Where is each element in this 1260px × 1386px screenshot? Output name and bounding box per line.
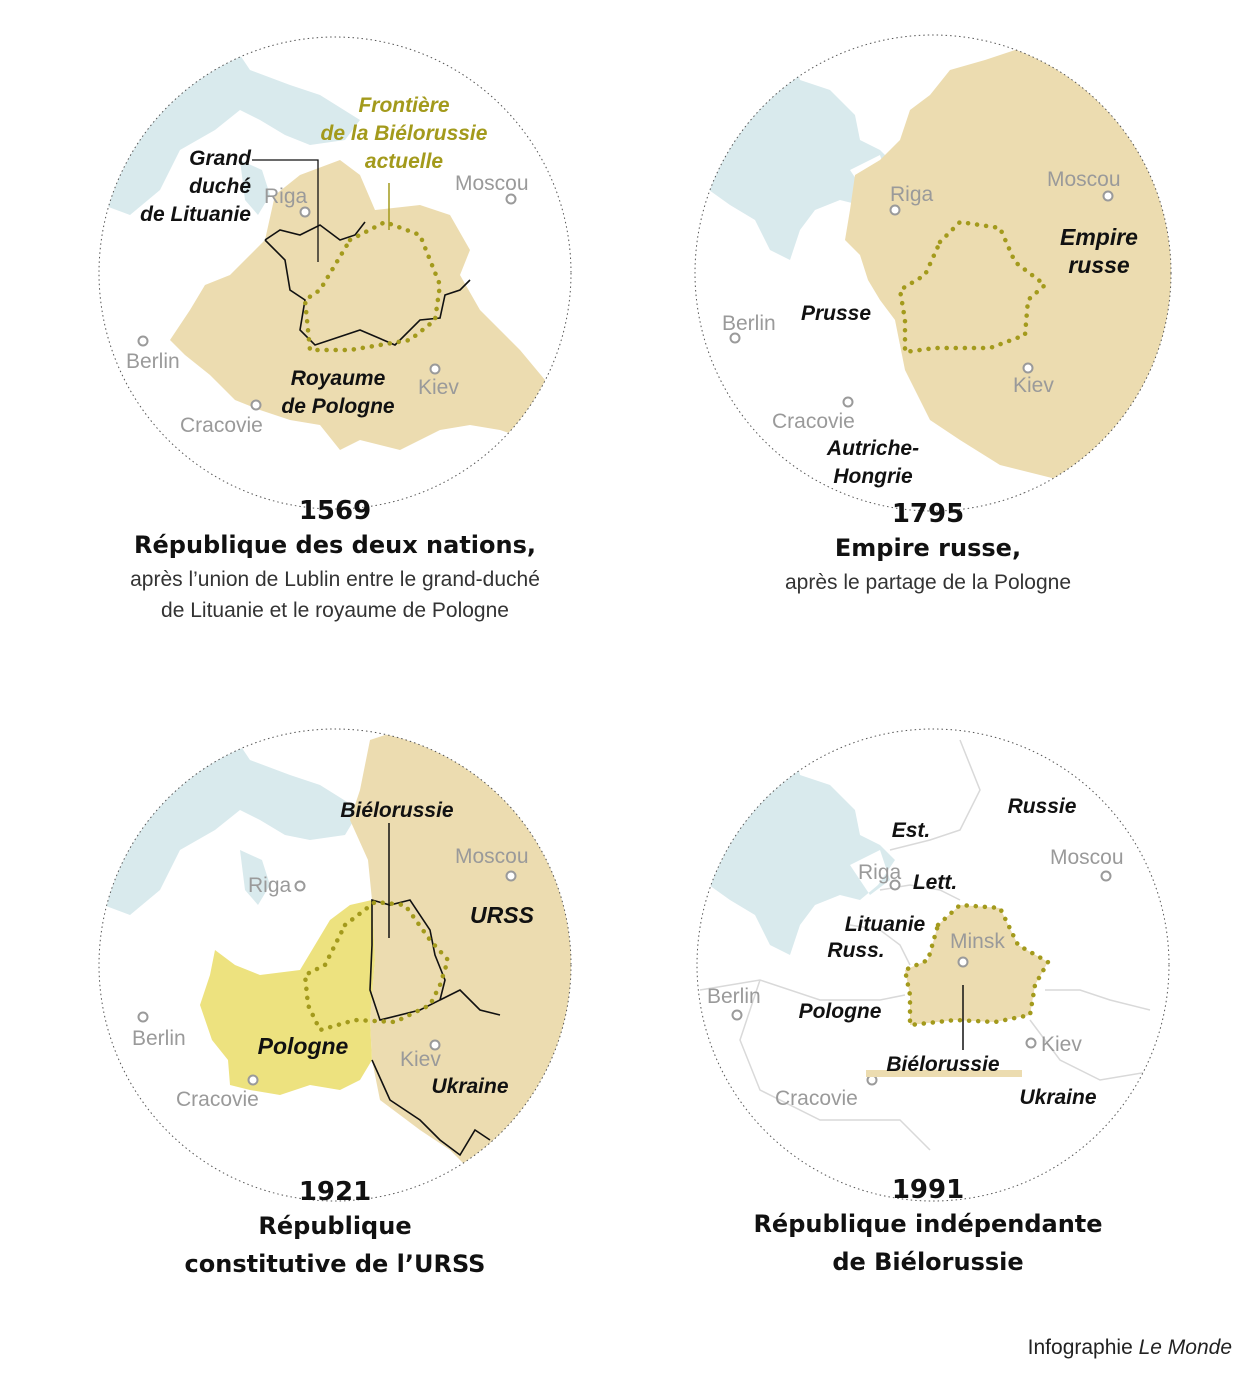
city-cracovie-1795: Cracovie bbox=[772, 410, 855, 433]
city-cracovie-1921: Cracovie bbox=[176, 1088, 259, 1111]
moscou-dot-1795 bbox=[1104, 192, 1113, 201]
year-1795: 1795 bbox=[891, 499, 965, 529]
cracovie-dot-1569 bbox=[252, 401, 261, 410]
title-1921-line2: constitutive de l’URSS bbox=[184, 1250, 486, 1278]
city-berlin-1991: Berlin bbox=[707, 985, 761, 1008]
berlin-dot-1921 bbox=[139, 1013, 148, 1022]
label-autriche-1: Autriche- bbox=[826, 437, 920, 460]
label-grand-duche-2: duché bbox=[189, 175, 251, 198]
city-riga-1569: Riga bbox=[264, 185, 308, 208]
subtitle-1795-line1: après le partage de la Pologne bbox=[784, 571, 1072, 594]
label-empire-1: Empire bbox=[1060, 224, 1138, 250]
label-grand-duche-1: Grand bbox=[189, 147, 251, 170]
label-royaume-1: Royaume bbox=[290, 367, 386, 390]
kiev-dot-1991 bbox=[1027, 1039, 1036, 1048]
city-berlin-1569: Berlin bbox=[126, 350, 180, 373]
year-1991: 1991 bbox=[891, 1175, 965, 1205]
map-1921 bbox=[90, 720, 600, 1210]
map-1569 bbox=[90, 30, 590, 520]
label-pologne-1991: Pologne bbox=[798, 1000, 882, 1023]
city-riga-1921: Riga bbox=[248, 874, 292, 897]
map-1991 bbox=[690, 720, 1190, 1210]
label-frontiere-1: Frontière bbox=[358, 94, 450, 117]
kiev-dot-1795 bbox=[1024, 364, 1033, 373]
label-lett: Lett. bbox=[912, 871, 958, 894]
moscou-dot-1921 bbox=[507, 872, 516, 881]
label-russ: Russ. bbox=[827, 939, 885, 962]
cracovie-dot-1921 bbox=[249, 1076, 258, 1085]
year-1921: 1921 bbox=[298, 1177, 372, 1207]
caption-1991 bbox=[640, 1175, 1216, 1281]
city-kiev-1921: Kiev bbox=[400, 1048, 441, 1071]
riga-dot-1569 bbox=[301, 208, 310, 217]
label-ukraine-1991: Ukraine bbox=[1019, 1086, 1097, 1109]
city-minsk-1991: Minsk bbox=[950, 930, 1005, 953]
credit-source: Le Monde bbox=[1138, 1336, 1232, 1359]
label-lituanie: Lituanie bbox=[844, 913, 926, 936]
kiev-dot-1569 bbox=[431, 365, 440, 374]
label-frontiere-3: actuelle bbox=[364, 150, 444, 173]
label-empire-2: russe bbox=[1068, 252, 1130, 278]
map-1795 bbox=[690, 30, 1200, 520]
city-riga-1795: Riga bbox=[890, 183, 934, 206]
minsk-dot-1991 bbox=[959, 958, 968, 967]
credit bbox=[1028, 1336, 1232, 1360]
subtitle-1569-line1: après l’union de Lublin entre le grand-duché bbox=[130, 568, 540, 591]
caption-1569 bbox=[40, 496, 630, 626]
label-ukraine-1921: Ukraine bbox=[431, 1075, 509, 1098]
city-berlin-1921: Berlin bbox=[132, 1027, 186, 1050]
riga-dot-1921 bbox=[296, 882, 305, 891]
label-urss: URSS bbox=[470, 902, 534, 928]
moscou-dot-1991 bbox=[1102, 872, 1111, 881]
city-moscou-1921: Moscou bbox=[455, 845, 529, 868]
caption-1795 bbox=[640, 499, 1216, 598]
city-cracovie-1569: Cracovie bbox=[180, 414, 263, 437]
caption-1921 bbox=[40, 1177, 630, 1283]
cracovie-dot-1795 bbox=[844, 398, 853, 407]
title-1921-line1: République bbox=[258, 1212, 412, 1240]
title-1795: Empire russe, bbox=[834, 534, 1022, 562]
city-riga-1991: Riga bbox=[858, 861, 902, 884]
label-grand-duche-3: de Lituanie bbox=[140, 203, 251, 226]
city-kiev-1795: Kiev bbox=[1013, 374, 1054, 397]
title-1991-line2: de Biélorussie bbox=[832, 1248, 1024, 1276]
riga-dot-1795 bbox=[891, 206, 900, 215]
title-1569: République des deux nations, bbox=[134, 531, 536, 559]
berlin-dot-1569 bbox=[139, 337, 148, 346]
city-kiev-1991: Kiev bbox=[1041, 1033, 1082, 1056]
city-berlin-1795: Berlin bbox=[722, 312, 776, 335]
city-cracovie-1991: Cracovie bbox=[775, 1087, 858, 1110]
label-prusse: Prusse bbox=[800, 302, 872, 325]
label-bielorussie-1921: Biélorussie bbox=[340, 799, 454, 822]
label-pologne-1921: Pologne bbox=[257, 1033, 349, 1059]
credit-prefix: Infographie bbox=[1027, 1336, 1139, 1359]
label-bielorussie-1991: Biélorussie bbox=[886, 1053, 1000, 1076]
city-moscou-1991: Moscou bbox=[1050, 846, 1124, 869]
label-frontiere-2: de la Biélorussie bbox=[320, 122, 488, 145]
label-russie: Russie bbox=[1007, 795, 1077, 818]
city-moscou-1795: Moscou bbox=[1047, 168, 1121, 191]
label-royaume-2: de Pologne bbox=[281, 395, 395, 418]
berlin-dot-1991 bbox=[733, 1011, 742, 1020]
city-moscou-1569: Moscou bbox=[455, 172, 529, 195]
subtitle-1569-line2: de Lituanie et le royaume de Pologne bbox=[161, 599, 509, 622]
city-kiev-1569: Kiev bbox=[418, 376, 459, 399]
title-1991-line1: République indépendante bbox=[753, 1210, 1103, 1238]
year-1569: 1569 bbox=[298, 496, 372, 526]
label-est: Est. bbox=[891, 819, 931, 842]
moscou-dot-1569 bbox=[507, 195, 516, 204]
label-autriche-2: Hongrie bbox=[833, 465, 913, 488]
